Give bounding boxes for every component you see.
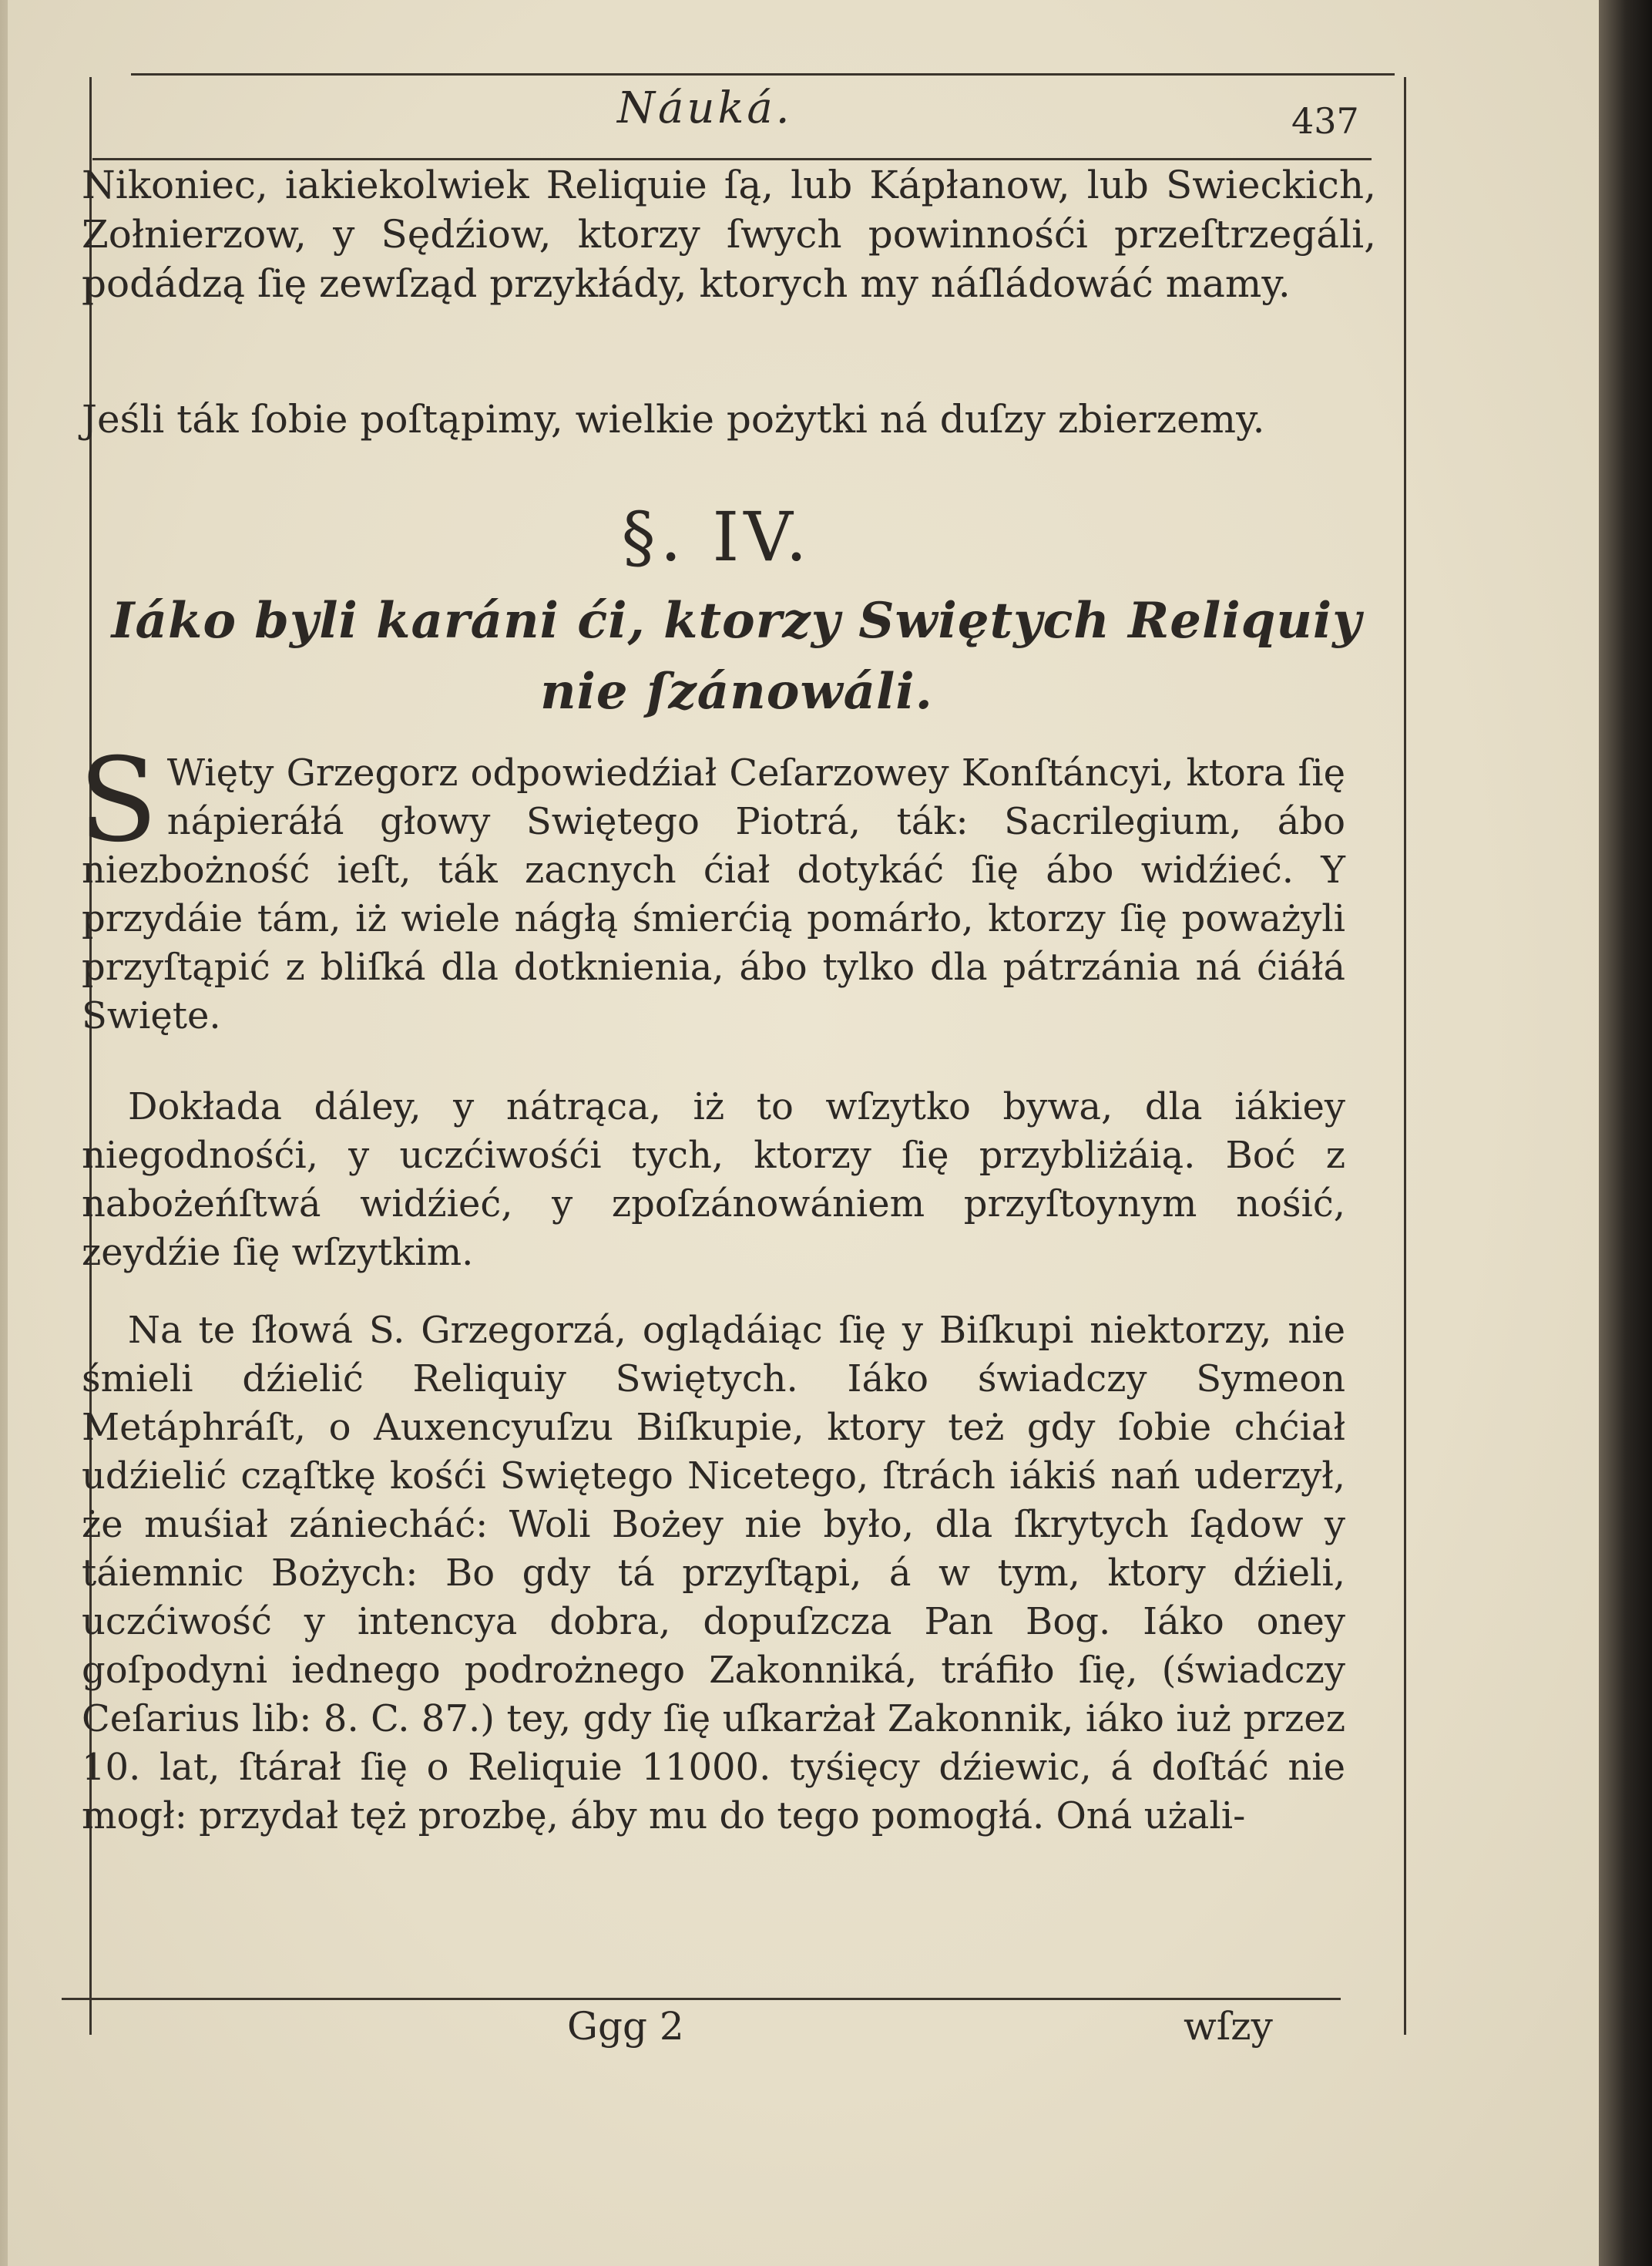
section-number: §. IV. (621, 497, 812, 577)
signature-mark: Ggg 2 (567, 2004, 684, 2049)
section-title: Iáko byli karáni ći, ktorzy Swiętych Reliquiy nie ſzánowáli. (111, 592, 1362, 721)
body-paragraph-1 (79, 734, 1345, 1041)
bottom-rule (62, 1998, 1341, 2000)
book-page (8, 0, 1599, 2266)
body-paragraph-3: Na te ſłowá S. Grzegorzá, oglądáiąc ſię y Biſkupi niektorzy, nie śmieli dźielić Reliquiy Swiętych. Iáko świadczy Symeon Metáphráſt, o Auxencyuſzu Biſkupie, ktory też gdy ſobie chćiał udźielić cząſtkę kośći Swiętego Nicetego, ſtrách iákiś nań uderzył, że muśiał zániecháć: Woli Bożey nie było, dla ſkrytych ſądow y táiemnic Bożych: Bo gdy tá przyſtąpi, á w tym, ktory dźieli, uczćiwość y intencya dobra, dopuſzcza Pan Bog. Iáko oney goſpodyni iednego podrożnego Zakonniká, tráfiło ſię, (świadczy Ceſarius lib: 8. C. 87.) tey, gdy ſię uſkarżał Zakonnik, iáko iuż przez 10. lat, ſtárał ſię o Reliquie 11000. tyśięcy dźiewic, á doſtáć nie mogł: przydał tęż prozbę, áby mu do tego pomogłá. Oná użali- (82, 1309, 1345, 1837)
body-paragraph-2: Dokłada dáley, y nátrąca, iż to wſzytko bywa, dla iákiey niegodnośći, y uczćiwośći tych, ktorzy ſię przybliżáią. Boć z nabożeńſtwá widźieć, y zpoſzánowániem przyſtoynym nośić, zeydźie ſię wſzytkim. (82, 1085, 1345, 1274)
catchword: wſzy (1184, 2004, 1273, 2049)
top-rule (131, 73, 1395, 76)
page-header (89, 83, 1384, 156)
running-title: Náuká. (617, 83, 793, 133)
page-number: 437 (1291, 100, 1359, 142)
paragraph-conclusion: Jeśli ták ſobie poſtąpimy, wielkie pożytki ná duſzy zbierzemy. (82, 397, 1265, 442)
paragraph-intro: Nikoniec, iakiekolwiek Reliquie ſą, lub Kápłanow, lub Swieckich, Zołnierzow, y Sędźiow, ktorzy ſwych powinnośći przeſtrzegáli, podádzą ſię zewſząd przykłády, ktorych my náſládowáć mamy. (82, 163, 1376, 306)
drop-cap: S (79, 734, 158, 868)
body-paragraph-1-text: Więty Grzegorz odpowiedźiał Ceſarzowey Konſtáncyi, ktora ſię nápieráłá głowy Swiętego Piotrá, ták: Sacrilegium, ábo niezbożność ieſt, ták zacnych ćiał dotykáć ſię ábo widźieć. Y przydáie tám, iż wiele nágłą śmierćią pomárło, ktorzy ſię poważyli przyſtąpić z bliſká dla dotknienia, ábo tylko dla pátrzánia ná ćiáłá Swięte. (82, 751, 1345, 1037)
page-footer (89, 2004, 1384, 2066)
